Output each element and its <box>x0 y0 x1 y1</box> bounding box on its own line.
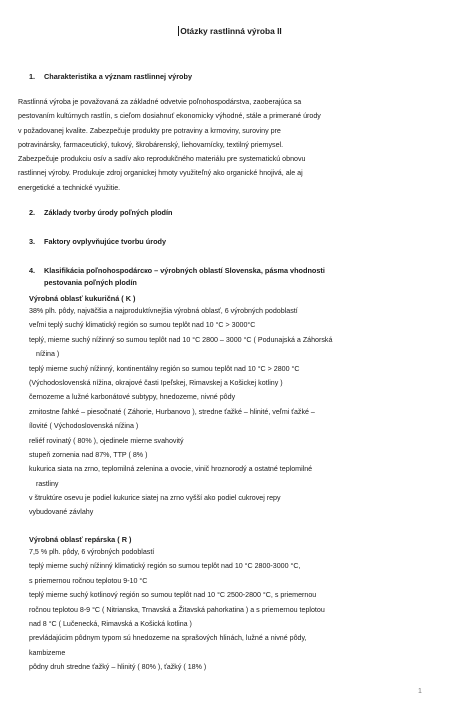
paragraph-line: energetické a technické využitie. <box>18 183 121 192</box>
paragraph-line: rastlinnej výroby. Produkuje zdroj organickej hmoty využiteľný ako organické hnojivá, ale aj <box>18 169 303 178</box>
text-line: kukurica siata na zrno, teplomilná zelenina a ovocie, vinič hroznorodý a ostatné teplomilné <box>29 465 313 474</box>
text-line: 7,5 % plh. pôdy, 6 výrobných podoblastí <box>29 548 155 556</box>
paragraph-line: Zabezpečuje produkciu osív a sadív ako reprodukčného materiálu pre systematickú obnovu <box>18 155 306 164</box>
paragraph-line: v požadovanej kvalite. Zabezpečuje produkty pre potraviny a krmoviny, suroviny pre <box>18 126 281 135</box>
text-line: prevládajúcim pôdnym typom sú hnedozeme na sprašových hlinách, lužné a nivné pôdy, <box>29 634 307 643</box>
region-k-heading: Výrobná oblasť kukuričná ( K ) <box>29 294 136 303</box>
text-line: vybudované závlahy <box>29 508 94 517</box>
text-line: rastliny <box>36 479 59 488</box>
text-line: stupeň zornenia nad 87%, TTP ( 8% ) <box>29 450 148 459</box>
text-line: kambizeme <box>29 648 66 657</box>
text-line: (Východoslovenská nížina, okrajové časti Ipeľskej, Rimavskej a Košickej kotliny ) <box>29 378 283 387</box>
section-heading-4: 4. Klasifikácia poľnohospodárско – výrobných oblastí Slovenska, pásma vhodnosti pestovania poľných plodín <box>29 266 325 287</box>
section-heading-2: 2. Základy tvorby úrody poľných plodín <box>29 208 173 217</box>
text-line: nad 8 °C ( Lučenecká, Rimavská a Košická kotlina ) <box>29 619 192 628</box>
region-r-heading: Výrobná oblasť repárska ( R ) <box>29 535 132 544</box>
text-line: ílovité ( Východoslovenská nížina ) <box>29 422 139 431</box>
paragraph-line: potravinársky, farmaceutický, tukový, škrobárenský, liehovarnícky, textilný priemysel. <box>18 140 284 149</box>
paragraph-line: pestovaním kultúrnych rastlín, s cieľom dosiahnuť ekonomicky výhodné, stále a primerané úrody <box>18 112 321 121</box>
text-line: reliéf rovinatý ( 80% ), ojedinele mierne svahovitý <box>29 436 184 445</box>
text-line: teplý mierne suchý kotlinový región so sumou teplôt nad 10 °C 2500-2800 °C, s priemernou <box>29 591 317 600</box>
text-line: veľmi teplý suchý klimatický región so sumou teplôt nad 10 °C > 3000°C <box>29 321 256 330</box>
page-number: 1 <box>418 688 422 695</box>
intro-paragraph <box>18 95 443 195</box>
text-line: pôdny druh stredne ťažký – hlinitý ( 80% ), ťažký ( 18% ) <box>29 663 207 672</box>
text-line: s priemernou ročnou teplotou 9-10 °C <box>29 576 148 585</box>
document-title: Otázky rastlinná výroba II <box>180 26 282 36</box>
text-line: 38% plh. pôdy, najväčšia a najproduktívnejšia výrobná oblasť, 6 výrobných podoblastí <box>29 307 298 315</box>
text-line: teplý, mierne suchý nížinný so sumou teplôt nad 10 °C 2800 – 3000 °C ( Podunajská a Záhorská <box>29 335 333 344</box>
text-line: v štruktúre osevu je podiel kukurice siatej na zrno vyšší ako podiel cukrovej repy <box>29 494 281 503</box>
section-heading-1: 1. Charakteristika a význam rastlinnej výroby <box>29 72 193 81</box>
paragraph-line: Rastlinná výroba je považovaná za základné odvetvie poľnohospodárstva, zaoberajúca sa <box>18 98 302 106</box>
text-line: nížina ) <box>36 350 60 359</box>
text-line: ročnou teplotou 8-9 °C ( Nitrianska, Trnavská a Žitavská pahorkatina ) a s priemernou teplotou <box>29 605 325 614</box>
text-line: teplý mierne suchý nížinný klimatický región so sumou teplôt nad 10 °C 2800-3000 °C, <box>29 562 301 571</box>
section-heading-3: 3. Faktory ovplyvňujúce tvorbu úrody <box>29 237 167 246</box>
text-line: černozeme a lužné karbonátové subtypy, hnedozeme, nivné pôdy <box>29 393 236 402</box>
text-line: zrnitostne ľahké – piesočnaté ( Záhorie, Hurbanovo ), stredne ťažké – hlinité, veľmi ťažké – <box>29 407 315 416</box>
text-line: teplý mierne suchý nížinný, kontinentálny región so sumou teplôt nad 10 °C > 2800 °C <box>29 364 300 373</box>
region-r-text <box>29 545 449 675</box>
region-k-text <box>29 304 449 520</box>
